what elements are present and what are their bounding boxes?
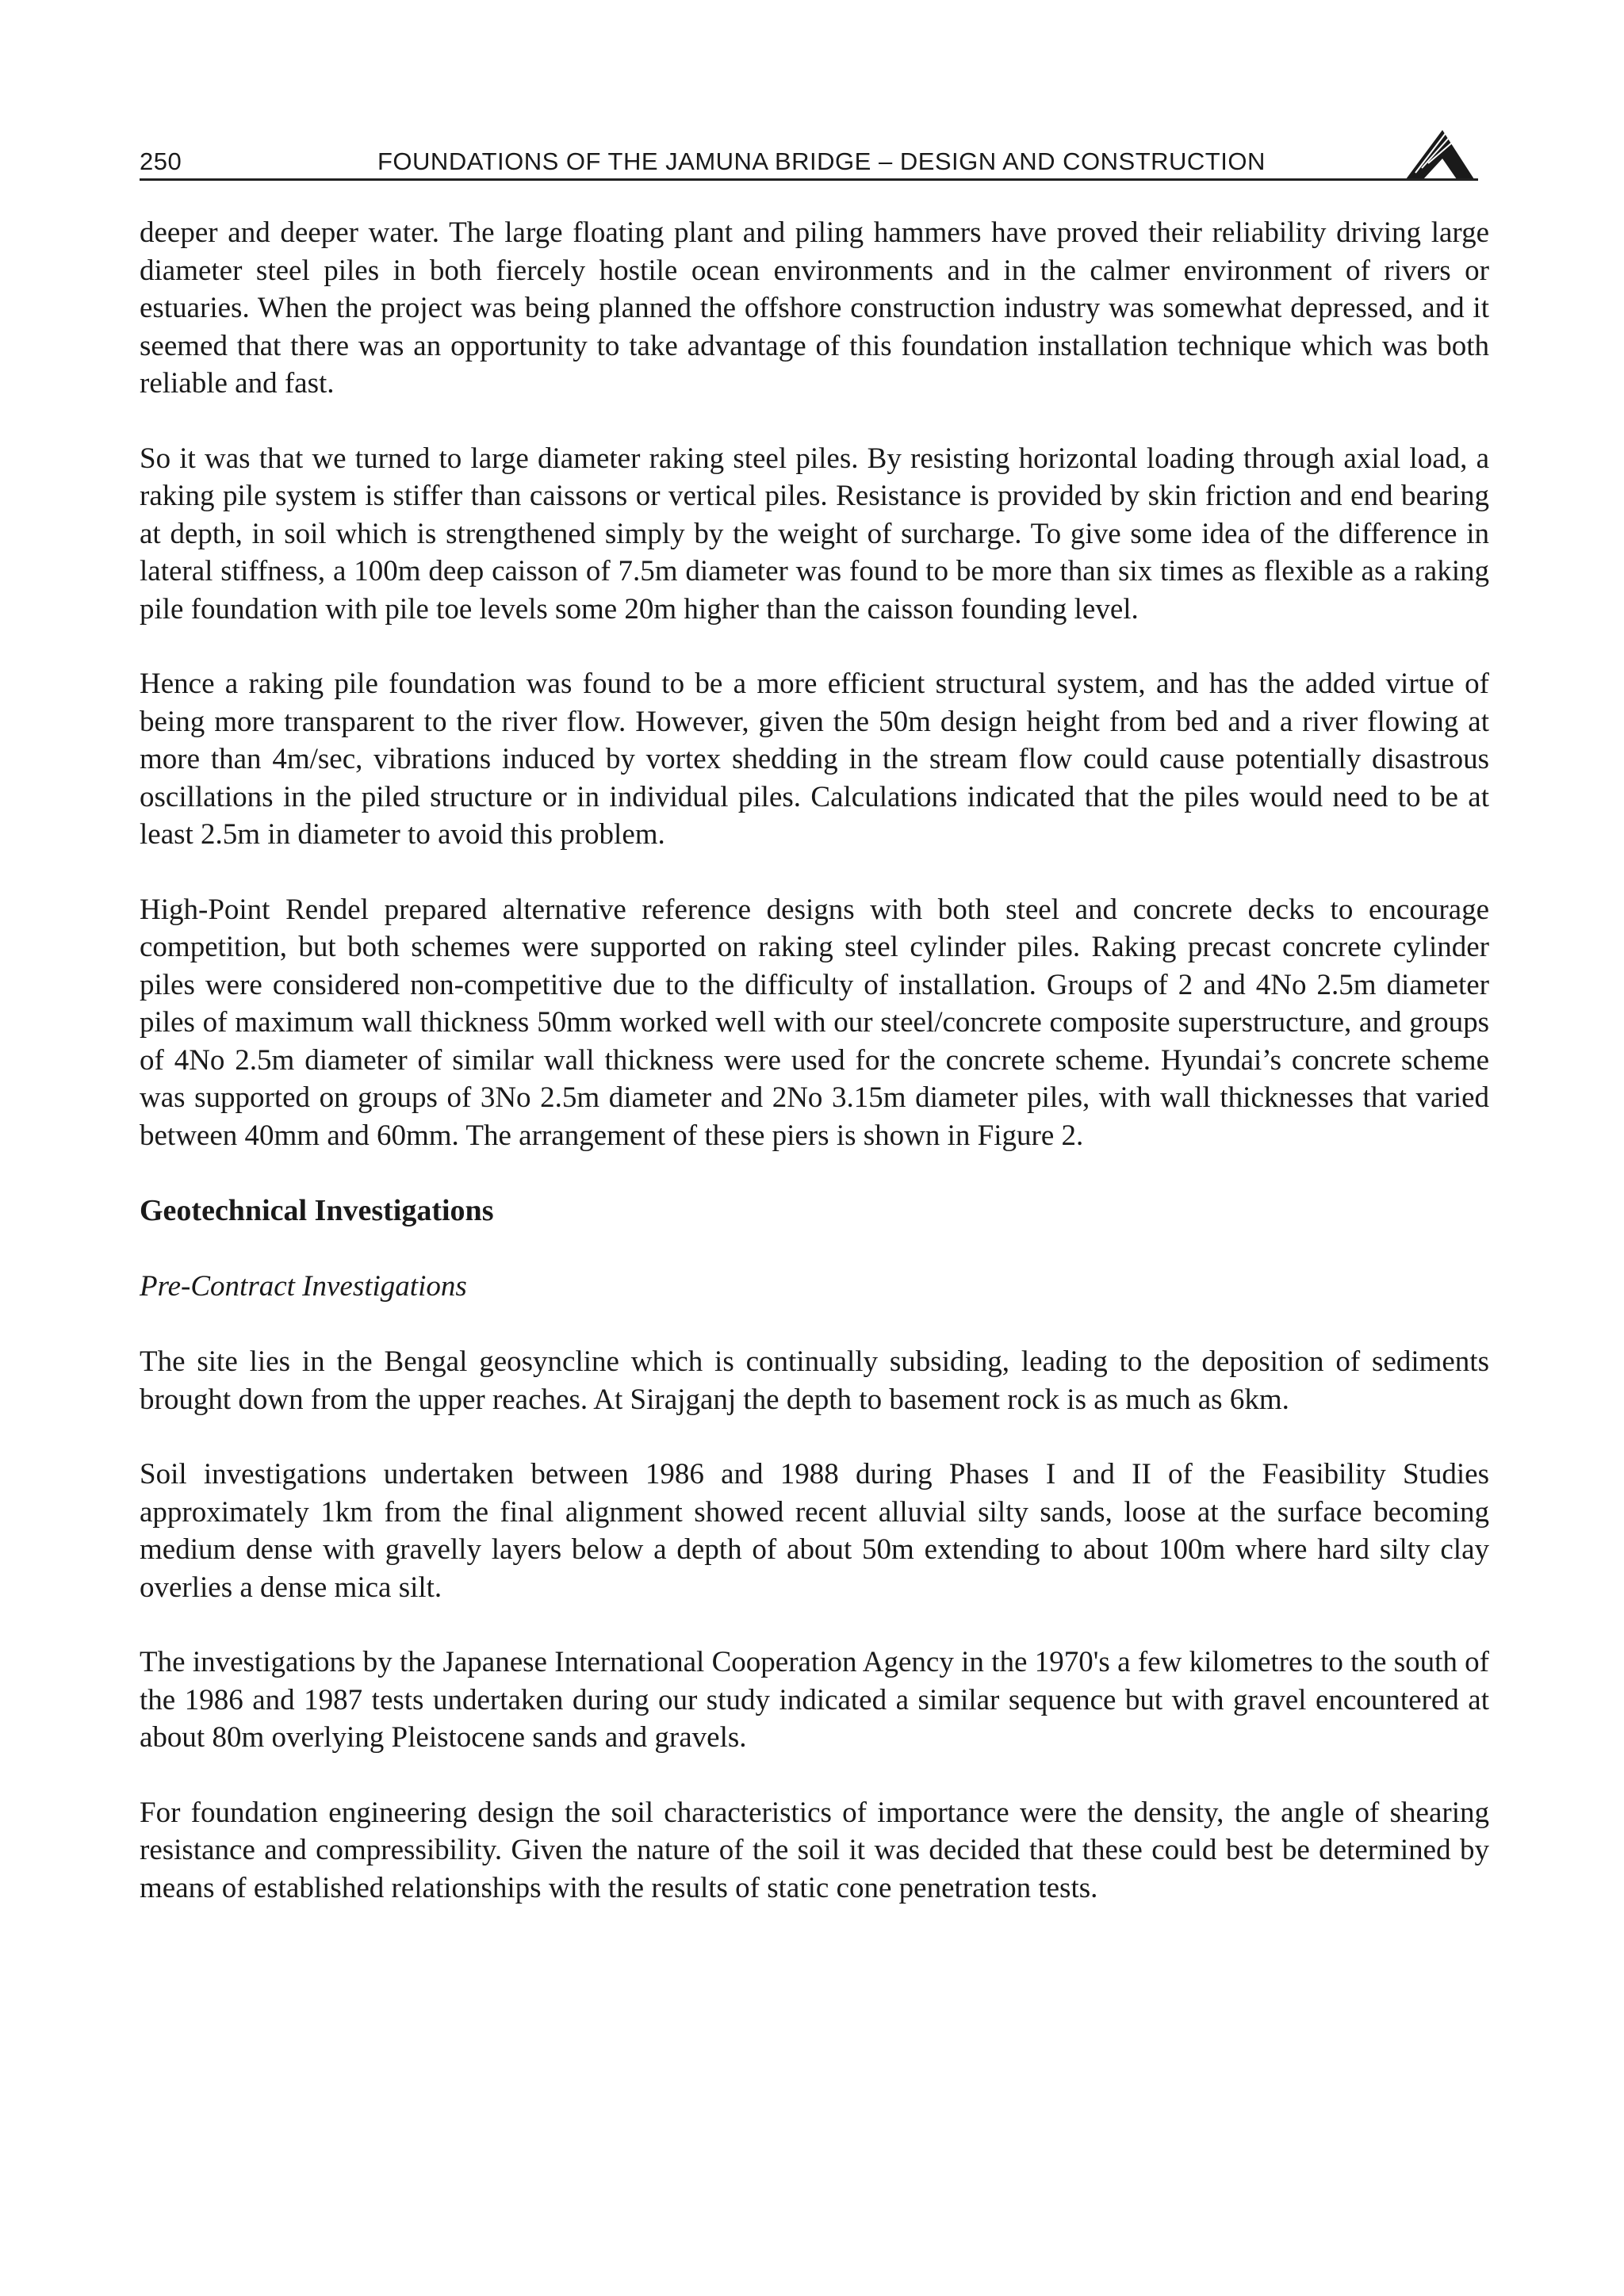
body-text [140,214,1489,1944]
subsection-heading: Pre-Contract Investigations [140,1270,467,1303]
section-heading: Geotechnical Investigations [140,1194,494,1227]
publisher-logo-icon [1400,127,1479,182]
header-rule [140,178,1478,181]
paragraph: So it was that we turned to large diameter raking steel piles. By resisting horizontal loading through axial load, a raking pile system is stiffer than caissons or vertical piles. Resistance is provided by skin friction and end bearing at depth, in soil which is strengthened simply by the weight of surcharge. To give some idea of the difference in lateral stiffness, a 100m deep caisson of 7.5m diameter was found to be more than six times as flexible as a raking pile foundation with pile toe levels some 20m higher than the caisson founding level. [140,442,1489,626]
paragraph: High-Point Rendel prepared alternative reference designs with both steel and concrete decks to encourage competition, but both schemes were supported on raking steel cylinder piles. Raking precast concrete cylinder piles were considered non-competitive due to the difficulty of installation. Groups of 2 and 4No 2.5m diameter piles of maximum wall thickness 50mm worked well with our steel/concrete composite superstructure, and groups of 4No 2.5m diameter of similar wall thickness were used for the concrete scheme. Hyundai’s concrete scheme was supported on groups of 3No 2.5m diameter and 2No 3.15m diameter piles, with wall thicknesses that varied between 40mm and 60mm. The arrangement of these piers is shown in Figure 2. [140,893,1489,1152]
paragraph: Soil investigations undertaken between 1986 and 1988 during Phases I and II of the Feasibility Studies approximately 1km from the final alignment showed recent alluvial silty sands, loose at the surface becoming medium dense with gravelly layers below a depth of about 50m extending to about 100m where hard silty clay overlies a dense mica silt. [140,1458,1489,1604]
paragraph: deeper and deeper water. The large floating plant and piling hammers have proved their reliability driving large diameter steel piles in both fiercely hostile ocean environments and in the calmer environment of rivers or estuaries. When the project was being planned the offshore construction industry was somewhat depressed, and it seemed that there was an opportunity to take advantage of this foundation installation technique which was both reliable and fast. [140,216,1489,400]
running-header [140,141,1488,181]
running-title: FOUNDATIONS OF THE JAMUNA BRIDGE – DESIGN AND CONSTRUCTION [377,147,1266,175]
paragraph: Hence a raking pile foundation was found to be a more efficient structural system, and has the added virtue of being more transparent to the river flow. However, given the 50m design height from bed and a river flowing at more than 4m/sec, vibrations induced by vortex shedding in the stream flow could cause potentially disastrous oscillations in the piled structure or in individual piles. Calculations indicated that the piles would need to be at least 2.5m in diameter to avoid this problem. [140,668,1489,851]
paragraph: For foundation engineering design the soil characteristics of importance were the density, the angle of shearing resistance and compressibility. Given the nature of the soil it was decided that these could best be determined by means of established relationships with the results of static cone penetration tests. [140,1796,1489,1904]
page-number: 250 [140,147,182,175]
paragraph: The site lies in the Bengal geosyncline which is continually subsiding, leading to the deposition of sediments brought down from the upper reaches. At Sirajganj the depth to basement rock is as much as 6km. [140,1345,1489,1416]
paragraph: The investigations by the Japanese International Cooperation Agency in the 1970's a few kilometres to the south of the 1986 and 1987 tests undertaken during our study indicated a similar sequence but with gravel encountered at about 80m overlying Pleistocene sands and gravels. [140,1646,1489,1754]
